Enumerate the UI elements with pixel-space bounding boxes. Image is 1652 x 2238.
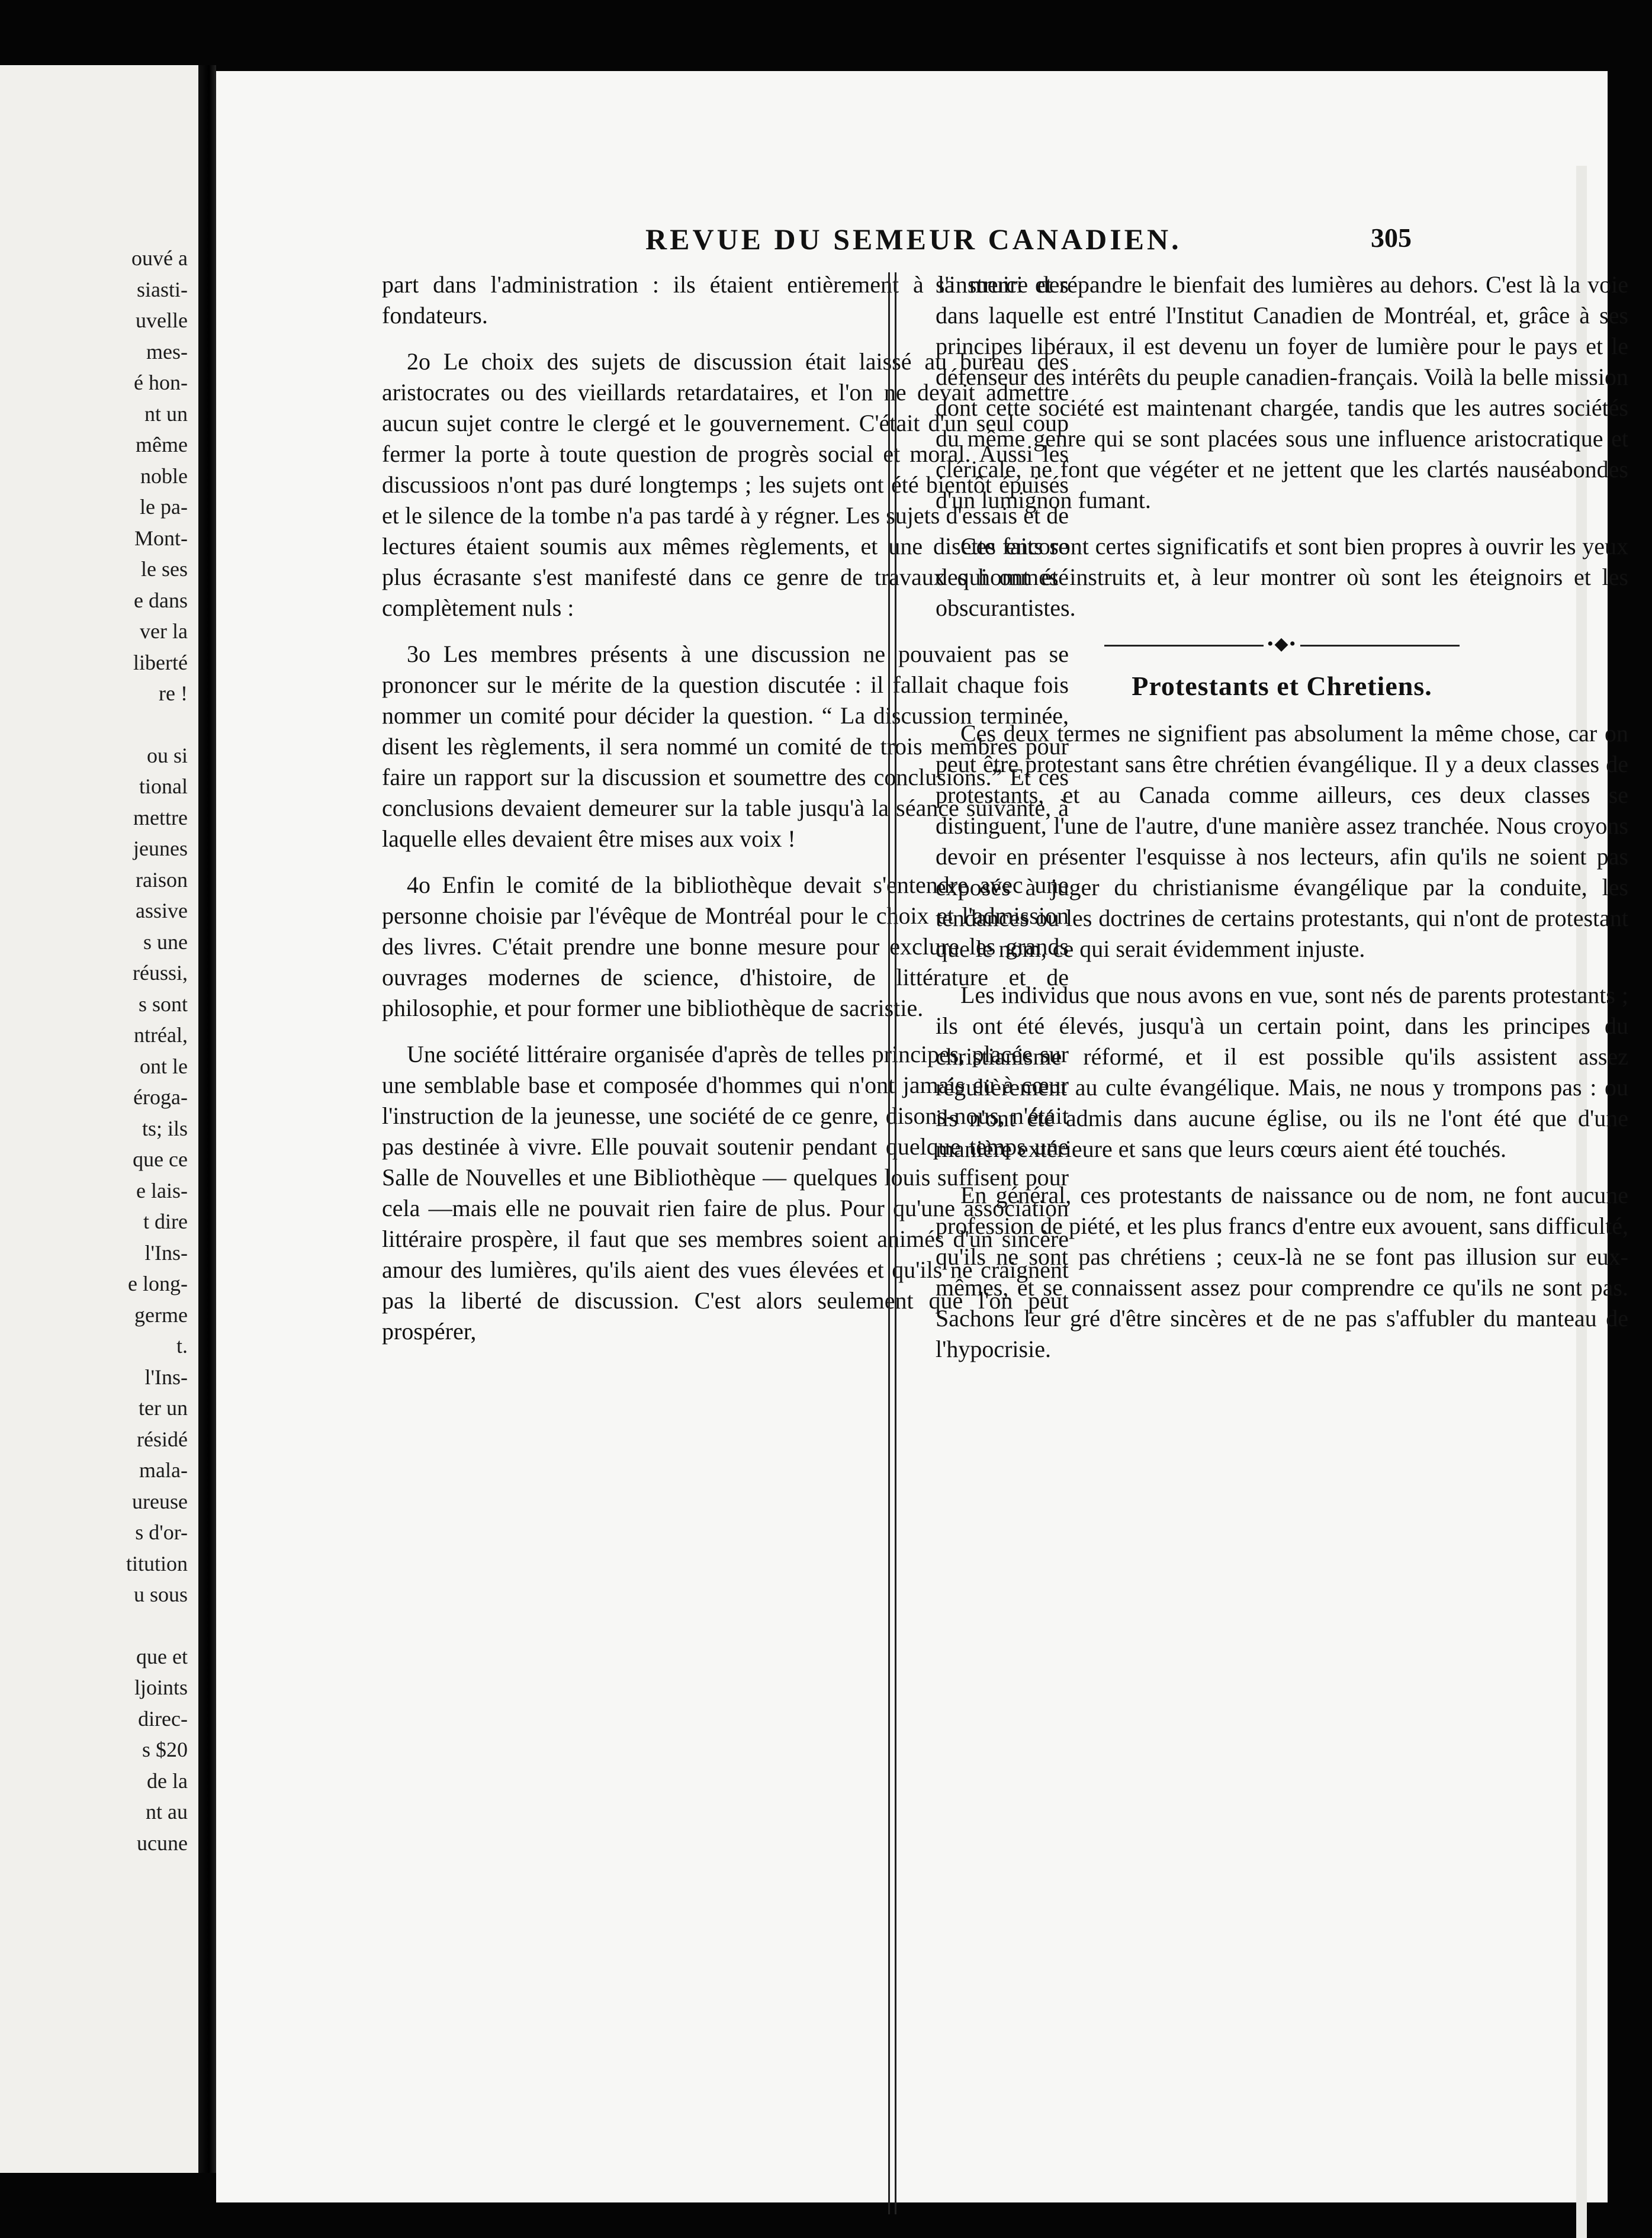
facing-page-line: germe	[134, 1303, 188, 1327]
facing-page-line	[126, 1610, 188, 1641]
facing-page-line: raison	[136, 867, 188, 892]
facing-page-line: e lais-	[136, 1178, 188, 1202]
facing-page-line: ou si	[146, 743, 188, 767]
facing-page-line: le ses	[141, 557, 188, 581]
facing-page-text-fragments	[126, 243, 188, 1858]
facing-page-left-edge	[0, 65, 198, 2173]
facing-page-line: tional	[139, 774, 188, 798]
facing-page-line: même	[136, 433, 188, 456]
facing-page-line: ouvé a	[131, 246, 188, 270]
facing-page-line: ljoints	[134, 1676, 188, 1699]
facing-page-line: t dire	[143, 1210, 188, 1233]
facing-page-line: u sous	[133, 1583, 188, 1606]
facing-page-line: titution	[126, 1551, 188, 1575]
page-number: 305	[1371, 223, 1412, 253]
paragraph: s'instruire et répandre le bienfait des lumières au dehors. C'est là la voie dans laquelle est entré l'Institut Canadien de Montréal, et, grâce à ses principes libéraux, il est devenu un foyer de lumière pour le pays et le défenseur des intérêts du peuple canadien-français. Voilà la belle mission dont cette société est maintenant chargée, tandis que les autres sociétés du même genre qui se sont placées sous une influence aristocratique et cléricale, ne font que végéter et ne jettent que les clartés nauséabondes d'un lumignon fumant.	[936, 271, 1628, 513]
facing-page-line: le pa-	[140, 495, 188, 519]
facing-page-line: t.	[176, 1334, 188, 1358]
running-title: REVUE DU SEMEUR CANADIEN.	[645, 223, 1182, 256]
facing-page-line: s sont	[138, 992, 188, 1016]
paragraph: 3o Les membres présents à une discussion ne pouvaient pas se prononcer sur le mérite de la question discutée : il fallait chaque fois nommer un comité pour décider la question. “ La discussion terminée, disent les règlements, il sera nommé un comité de trois membres pour faire un rapport sur la discussion et soumettre des conclusions.” Et ces conclusions devaient demeurer sur la table jusqu'à la séance suivante, à laquelle elles devaient être mises aux voix !	[382, 641, 1069, 852]
facing-page-line: l'Ins-	[144, 1240, 188, 1265]
facing-page-line: e long-	[128, 1272, 188, 1295]
paragraph: Les individus que nous avons en vue, sont nés de parents protestants ; ils ont été élevés, jusqu'à un certain point, dans les principes du christianisme réformé, et il est possible qu'ils assistent assez régulièrement au culte évangélique. Mais, ne nous y trompons pas : ou ils n'ont été admis dans aucune église, ou ils ne l'ont été que d'une manière extérieure et sans que leurs cœurs aient été touchés.	[936, 982, 1628, 1162]
facing-page-line: ucune	[137, 1831, 188, 1855]
facing-page-line: siasti-	[137, 277, 188, 301]
facing-page-line: mes-	[146, 339, 188, 364]
ornament-dots: •◆•	[1264, 635, 1300, 653]
paragraph: part dans l'administration : ils étaient entièrement à la merci des fondateurs.	[382, 271, 1069, 329]
scanned-page	[216, 71, 1628, 2202]
column-divider	[888, 272, 896, 2214]
paragraph: Ces faits sont certes significatifs et sont bien propres à ouvrir les yeux des hommes instruits et, à leur montrer où sont les éteignoirs et les obscurantistes.	[936, 533, 1628, 621]
section-ornament	[1104, 634, 1460, 654]
facing-page-line: de la	[147, 1768, 188, 1793]
facing-page-line: e dans	[134, 588, 188, 612]
facing-page-line: s d'or-	[135, 1520, 188, 1544]
facing-page-line: s une	[143, 930, 188, 954]
facing-page-line: s $20	[142, 1738, 188, 1761]
book-gutter	[198, 65, 216, 2173]
facing-page-line: ts; ils	[142, 1116, 188, 1140]
facing-page-line: nt au	[146, 1800, 188, 1824]
facing-page-line: uvelle	[136, 308, 188, 332]
paragraph: 2o Le choix des sujets de discussion était laissé au bureau des aristocrates ou des vieillards retardataires, et l'on ne devait admettre aucun sujet contre le clergé et le gouvernement. C'était d'un seul coup fermer la porte à toute question de progrès social et moral. Aussi les discussioos n'ont pas duré longtemps ; les sujets ont été bientôt épuisés et le silence de la tombe n'a pas tardé à y régner. Les sujets d'essais et de lectures étaient soumis aux mêmes règlements, et une disette encore plus écrasante s'est manifesté dans ce genre de travaux qui ont été complètement nuls :	[382, 348, 1069, 621]
paragraph: 4o Enfin le comité de la bibliothèque devait s'entendre avec une personne choisie par l'évêque de Montréal pour le choix et l'admission des livres. C'était prendre une bonne mesure pour exclure les grands ouvrages modernes de science, d'histoire, de littérature et de philosophie, et pour former une bibliothèque de sacristie.	[382, 872, 1069, 1021]
facing-page-line: Mont-	[134, 526, 188, 550]
facing-page-line	[126, 709, 188, 740]
facing-page-line: que ce	[133, 1147, 188, 1171]
facing-page-line: jeunes	[133, 837, 188, 860]
facing-page-line: noble	[140, 464, 188, 488]
facing-page-line: ureuse	[132, 1489, 188, 1513]
facing-page-line: que et	[136, 1644, 188, 1668]
facing-page-line: ver la	[140, 619, 188, 643]
section-heading: Protestants et Chretiens.	[1132, 671, 1432, 701]
facing-page-line: nt un	[144, 401, 188, 426]
facing-page-line: ont le	[140, 1054, 188, 1078]
facing-page-line: éroga-	[133, 1085, 188, 1109]
facing-page-line: mala-	[139, 1458, 188, 1482]
facing-page-line: mettre	[133, 805, 188, 829]
facing-page-line: l'Ins-	[144, 1365, 188, 1389]
paragraph: Ces deux termes ne signifient pas absolument la même chose, car on peut être protestant sans être chrétien évangélique. Il y a deux classes de protestants, et au Canada comme ailleurs, ces deux classes se distinguent, l'une de l'autre, d'une manière assez tranchée. Nous croyons devoir en présenter l'esquisse à nos lecteurs, afin qu'ils ne soient pas exposés à juger du christianisme évangélique par la conduite, les tendances ou les doctrines de certains protestants, qui n'ont de protestant que le nom, ce qui serait évidemment injuste.	[936, 720, 1628, 962]
page-header	[216, 222, 1608, 263]
facing-page-line: direc-	[138, 1706, 188, 1731]
facing-page-line: assive	[136, 899, 188, 922]
right-column	[936, 269, 1628, 1380]
facing-page-line: re !	[159, 681, 188, 705]
facing-page-line: ter un	[139, 1396, 188, 1420]
paragraph: Une société littéraire organisée d'après de telles principes, placée sur une semblable base et composée d'hommes qui n'ont jamais eu à cœur l'instruction de la jeunesse, une société de ce genre, disons-nous, n'était pas destinée à vivre. Elle pouvait soutenir pendant quelque temps une Salle de Nouvelles et une Bibliothèque — quelques louis suffisent pour cela —mais elle ne pouvait rien faire de plus. Pour qu'une association littéraire prospère, il faut que ses membres soient animés d'un sincère amour des lumières, qu'ils aient des vues élevées et qu'ils ne craignent pas la liberté de discussion. C'est alors seulement que l'on peut prospérer,	[382, 1041, 1069, 1345]
facing-page-line: réussi,	[133, 961, 188, 985]
facing-page-line: é hon-	[134, 371, 188, 394]
facing-page-line: résidé	[137, 1427, 188, 1451]
facing-page-line: liberté	[133, 650, 188, 674]
facing-page-line: ntréal,	[134, 1023, 188, 1047]
paragraph: En général, ces protestants de naissance ou de nom, ne font aucune profession de piété, et les plus francs d'entre eux avouent, sans difficulté, qu'ils ne sont pas chrétiens ; ceux-là ne se font pas illusion sur eux-mêmes, et se connaissent assez pour comprendre ce qu'ils ne sont pas. Sachons leur gré d'être sincères et de ne pas s'affubler du manteau de l'hypocrisie.	[936, 1182, 1628, 1362]
